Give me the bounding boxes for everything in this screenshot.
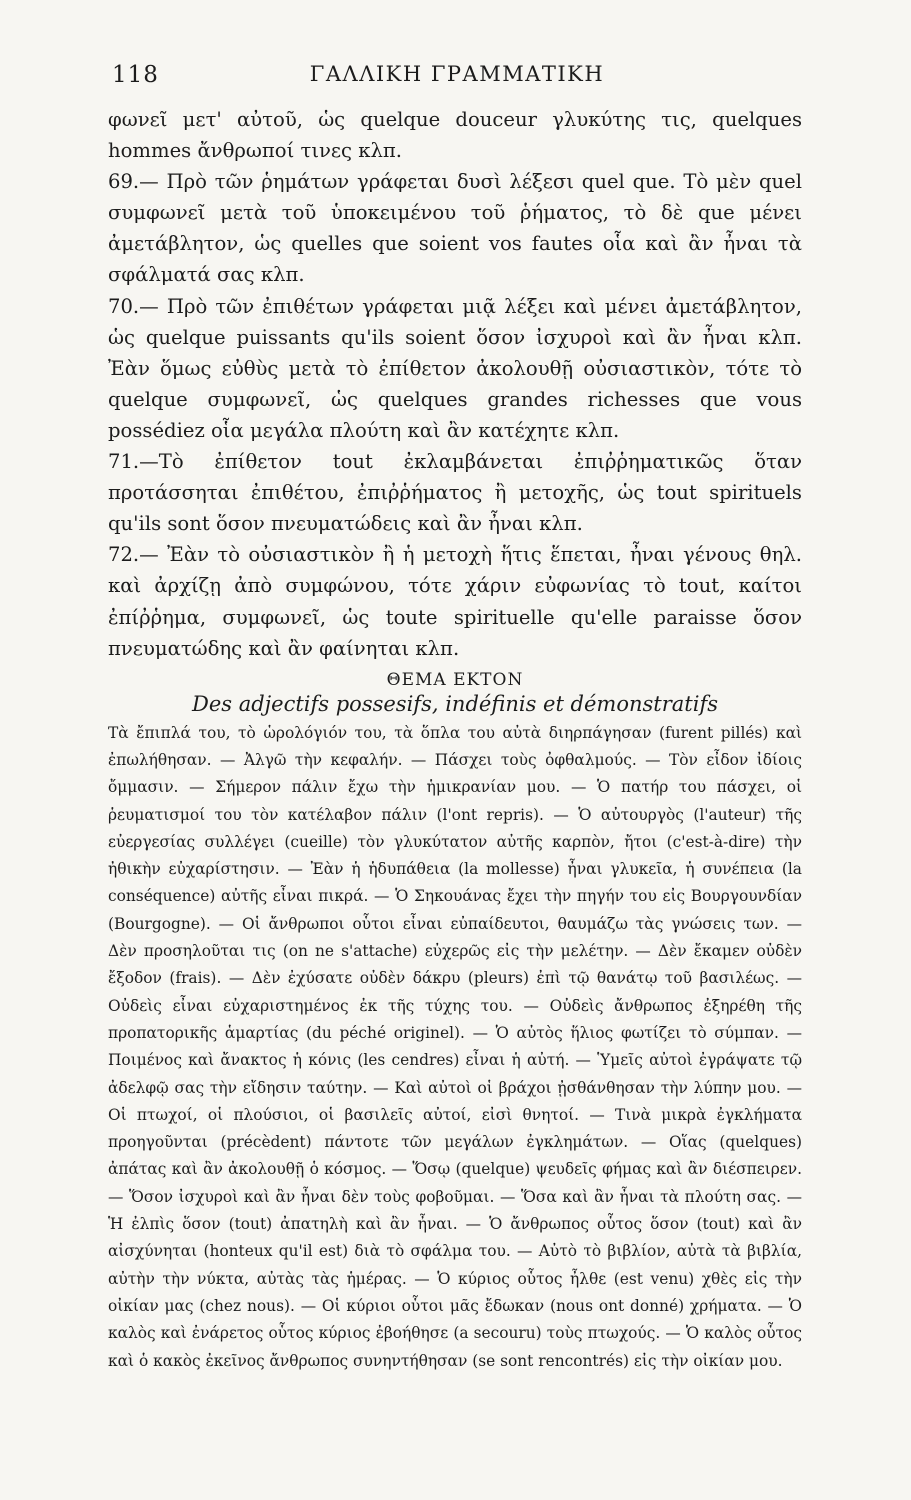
- exercise-text: Τὰ ἔπιπλά του, τὸ ὡρολόγιόν του, τὰ ὅπλα του αὐτὰ διηρπάγησαν (furent pillés) καὶ ἐπωλήθησαν. — Ἀλγῶ τὴν κεφαλήν. — Πάσχει τοὺς ὀφθαλμούς. — Τὸν εἶδον ἰδίοις ὄμμασιν. — Σήμερον πάλιν ἔχω τὴν ἡμικρανίαν μου. — Ὁ πατήρ του πάσχει, οἱ ῥευματισμοί του τὸν κατέλαβον πάλιν (l'ont repris). — Ὁ αὐτουργὸς (l'auteur) τῆς εὐεργεσίας συλλέγει (cueille) τὸν γλυκύτατον αὐτῆς καρπὸν, ἤτοι (c'est-à-dire) τὴν ἠθικὴν εὐχαρίστησιν. — Ἐὰν ἡ ἡδυπάθεια (la mollesse) ἦναι γλυκεῖα, ἡ συνέπεια (la conséquence) αὐτῆς εἶναι πικρά. — Ὁ Σηκουάνας ἔχει τὴν πηγήν του εἰς Βουργουνδίαν (Bourgogne). — Οἱ ἄνθρωποι οὗτοι εἶναι εὐπαίδευτοι, θαυμάζω τὰς γνώσεις των. — Δὲν προσηλοῦται τις (on ne s'attache) εὐχερῶς εἰς τὴν μελέτην. — Δὲν ἔκαμεν οὐδὲν ἔξοδον (frais). — Δὲν ἐχύσατε οὐδὲν δάκρυ (pleurs) ἐπὶ τῷ θανάτῳ τοῦ βασιλέως. — Οὐδεὶς εἶναι εὐχαριστημένος ἐκ τῆς τύχης του. — Οὐδεὶς ἄνθρωπος ἐξηρέθη τῆς προπατορικῆς ἁμαρτίας (du péché originel). — Ὁ αὐτὸς ἥλιος φωτίζει τὸ σύμπαν. — Ποιμένος καὶ ἄνακτος ἡ κόνις (les cendres) εἶναι ἡ αὐτή. — Ὑμεῖς αὐτοὶ ἐγράψατε τῷ ἀδελφῷ σας τὴν εἴδησιν ταύτην. — Καὶ αὐτοὶ οἱ βράχοι ᾐσθάνθησαν τὴν λύπην μου. — Οἱ πτωχοί, οἱ πλούσιοι, οἱ βασιλεῖς αὐτοί, εἰσὶ θνητοί. — Τινὰ μικρὰ ἐγκλήματα προηγοῦνται (précèdent) πάντοτε τῶν μεγάλων ἐγκλημάτων. — Οἵας (quelques) ἀπάτας καὶ ἂν ἀκολουθῇ ὁ κόσμος. — Ὅσῳ (quelque) ψευδεῖς φήμας καὶ ἂν διέσπειρεν. — Ὅσον ἰσχυροὶ καὶ ἂν ἦναι δὲν τοὺς φοβοῦμαι. — Ὅσα καὶ ἂν ἦναι τὰ πλούτη σας. — Ἡ ἐλπὶς ὅσον (tout) ἀπατηλὴ καὶ ἂν ἦναι. — Ὁ ἄνθρωπος οὗτος ὅσον (tout) καὶ ἂν αἰσχύνηται (honteux qu'il est) διὰ τὸ σφάλμα του. — Αὐτὸ τὸ βιβλίον, αὐτὰ τὰ βιβλία, αὐτὴν τὴν νύκτα, αὐτὰς τὰς ἡμέρας. — Ὁ κύριος οὗτος ἦλθε (est venu) χθὲς εἰς τὴν οἰκίαν μας (chez nous). — Οἱ κύριοι οὗτοι μᾶς ἔδωκαν (nous ont donné) χρήματα. — Ὁ καλὸς καὶ ἐνάρετος οὗτος κύριος ἐβοήθησε (a secouru) τοὺς πτωχούς. — Ὁ καλὸς οὗτος καὶ ὁ κακὸς ἐκεῖνος ἄνθρωπος συνηντήθησαν (se sont rencontrés) εἰς τὴν οἰκίαν μου.: [108, 723, 802, 1370]
- running-title: ΓΑΛΛΙΚΗ ΓΡΑΜΜΑΤΙΚΗ: [309, 62, 605, 86]
- exercise-heading: ΘΕΜΑ ΕΚΤΟΝ: [386, 669, 524, 690]
- paragraph-69: 69.— Πρὸ τῶν ῥημάτων γράφεται δυσὶ λέξεσι quel que. Τὸ μὲν quel συμφωνεῖ μετὰ τοῦ ὑποκειμένου τοῦ ῥήματος, τὸ δὲ que μένει ἀμετάβλητον, ὡς quelles que soient vos fautes οἷα καὶ ἂν ἦναι τὰ σφάλματά σας κλπ.: [108, 170, 802, 287]
- exercise-block: [108, 720, 802, 1375]
- paragraph-72: 72.— Ἐὰν τὸ οὐσιαστικὸν ἢ ἡ μετοχὴ ἥτις ἕπεται, ἦναι γένους θηλ. καὶ ἀρχίζῃ ἀπὸ συμφώνου, τότε χάριν εὐφωνίας τὸ tout, καίτοι ἐπίῤῥημα, συμφωνεῖ, ὡς toute spirituelle qu'elle paraisse ὅσον πνευματώδης καὶ ἂν φαίνηται κλπ.: [108, 543, 802, 660]
- paragraph-71: 71.—Τὸ ἐπίθετον tout ἐκλαμβάνεται ἐπιῤῥηματικῶς ὅταν προτάσσηται ἐπιθέτου, ἐπιῤῥήματος ἢ μετοχῆς, ὡς tout spirituels qu'ils sont ὅσον πνευματώδεις καὶ ἂν ἦναι κλπ.: [108, 450, 802, 536]
- page-body: [108, 104, 802, 1375]
- paragraph-70: 70.— Πρὸ τῶν ἐπιθέτων γράφεται μιᾷ λέξει καὶ μένει ἀμετάβλητον, ὡς quelque puissants qu'ils soient ὅσον ἰσχυροὶ καὶ ἂν ἦναι κλπ. Ἐὰν ὅμως εὐθὺς μετὰ τὸ ἐπίθετον ἀκολουθῇ οὐσιαστικὸν, τότε τὸ quelque συμφωνεῖ, ὡς quelques grandes richesses que vous possédiez οἷα μεγάλα πλούτη καὶ ἂν κατέχητε κλπ.: [108, 294, 802, 442]
- page-header: [112, 62, 802, 96]
- paragraph-continuation: φωνεῖ μετ' αὐτοῦ, ὡς quelque douceur γλυκύτης τις, quelques hommes ἄνθρωποί τινες κλπ.: [108, 108, 802, 163]
- exercise-subtitle: Des adjectifs possesifs, indéfinis et démonstratifs: [191, 691, 718, 716]
- page-number: 118: [112, 62, 159, 88]
- grammar-paragraphs: [108, 104, 802, 664]
